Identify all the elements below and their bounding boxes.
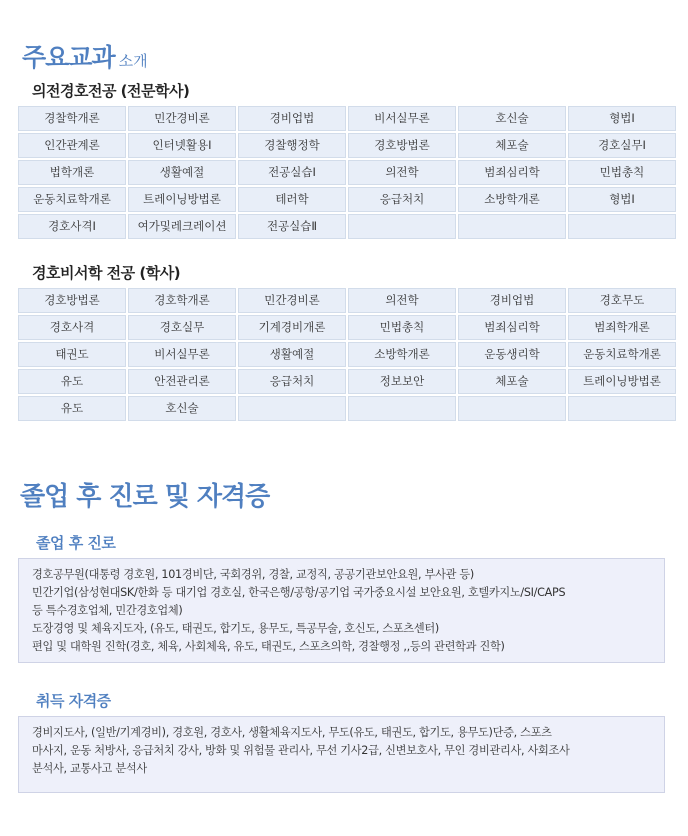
course-cell: 범죄심리학 bbox=[458, 160, 566, 185]
section2-course-table bbox=[18, 288, 676, 421]
career-path-title: 졸업 후 진로 bbox=[36, 534, 116, 552]
course-cell: 범죄학개론 bbox=[568, 315, 676, 340]
page-title-main: 주요교과 bbox=[22, 43, 115, 72]
course-cell: 전공실습Ⅱ bbox=[238, 214, 346, 239]
course-cell: 경호사격Ⅰ bbox=[18, 214, 126, 239]
course-cell: 여가및레크레이션 bbox=[128, 214, 236, 239]
course-cell: 비서실무론 bbox=[128, 342, 236, 367]
course-cell: 민법총칙 bbox=[348, 315, 456, 340]
course-cell: 경호무도 bbox=[568, 288, 676, 313]
course-cell: 호신술 bbox=[128, 396, 236, 421]
course-cell: 유도 bbox=[18, 369, 126, 394]
course-cell: 생활예절 bbox=[238, 342, 346, 367]
course-cell: 형법Ⅰ bbox=[568, 106, 676, 131]
course-cell: 안전관리론 bbox=[128, 369, 236, 394]
certificate-box bbox=[18, 716, 665, 793]
course-cell: 경비업법 bbox=[458, 288, 566, 313]
course-cell-empty bbox=[348, 214, 456, 239]
text-line: 등 특수경호업체, 민간경호업체) bbox=[32, 604, 183, 617]
page-title-sub: 소개 bbox=[118, 52, 148, 70]
certificate-title: 취득 자격증 bbox=[36, 692, 111, 710]
course-cell: 민법총칙 bbox=[568, 160, 676, 185]
course-cell-empty bbox=[458, 396, 566, 421]
course-cell: 의전학 bbox=[348, 160, 456, 185]
course-cell: 경찰행정학 bbox=[238, 133, 346, 158]
course-cell: 경호실무 bbox=[128, 315, 236, 340]
course-cell: 경호실무Ⅰ bbox=[568, 133, 676, 158]
text-line: 편입 및 대학원 진학(경호, 체육, 사회체육, 유도, 태권도, 스포츠의학, 경찰행정 ,,등의 관련학과 진학) bbox=[32, 640, 505, 653]
course-cell: 형법Ⅰ bbox=[568, 187, 676, 212]
course-cell-empty bbox=[348, 396, 456, 421]
career-path-box bbox=[18, 558, 665, 663]
course-cell: 호신술 bbox=[458, 106, 566, 131]
course-cell: 운동생리학 bbox=[458, 342, 566, 367]
course-cell: 인간관계론 bbox=[18, 133, 126, 158]
section1-course-table bbox=[18, 106, 676, 239]
section1-title: 의전경호전공 (전문학사) bbox=[32, 82, 190, 100]
course-cell: 민간경비론 bbox=[238, 288, 346, 313]
course-cell-empty bbox=[238, 396, 346, 421]
page-title bbox=[22, 38, 148, 74]
text-line: 마사지, 운동 처방사, 응급처치 강사, 방화 및 위험물 관리사, 무선 기사2급, 신변보호사, 무인 경비관리사, 사회조사 bbox=[32, 744, 570, 757]
course-cell: 정보보안 bbox=[348, 369, 456, 394]
course-cell: 경호방법론 bbox=[348, 133, 456, 158]
course-cell: 법학개론 bbox=[18, 160, 126, 185]
text-line: 도장경영 및 체육지도자, (유도, 태권도, 합기도, 용무도, 특공무술, 호신도, 스포츠센터) bbox=[32, 622, 439, 635]
course-cell: 체포술 bbox=[458, 369, 566, 394]
course-cell: 경호사격 bbox=[18, 315, 126, 340]
course-cell: 민간경비론 bbox=[128, 106, 236, 131]
course-cell: 경호방법론 bbox=[18, 288, 126, 313]
section2-title: 경호비서학 전공 (학사) bbox=[32, 264, 181, 282]
course-cell: 테러학 bbox=[238, 187, 346, 212]
course-cell: 비서실무론 bbox=[348, 106, 456, 131]
course-cell: 경찰학개론 bbox=[18, 106, 126, 131]
career-title: 졸업 후 진로 및 자격증 bbox=[20, 482, 270, 512]
course-cell: 의전학 bbox=[348, 288, 456, 313]
course-cell: 태권도 bbox=[18, 342, 126, 367]
course-cell: 응급처치 bbox=[348, 187, 456, 212]
course-cell: 경비업법 bbox=[238, 106, 346, 131]
course-cell: 범죄심리학 bbox=[458, 315, 566, 340]
course-cell: 운동치료학개론 bbox=[568, 342, 676, 367]
course-cell: 전공실습Ⅰ bbox=[238, 160, 346, 185]
course-cell: 경호학개론 bbox=[128, 288, 236, 313]
course-cell-empty bbox=[458, 214, 566, 239]
course-cell: 트레이닝방법론 bbox=[128, 187, 236, 212]
text-line: 경호공무원(대통령 경호원, 101경비단, 국회경위, 경찰, 교정직, 공공기관보안요원, 부사관 등) bbox=[32, 568, 474, 581]
course-cell: 운동치료학개론 bbox=[18, 187, 126, 212]
text-line: 민간기업(삼성현대SK/한화 등 대기업 경호실, 한국은행/공항/공기업 국가중요시설 보안요원, 호텔카지노/SI/CAPS bbox=[32, 586, 566, 599]
course-cell: 체포술 bbox=[458, 133, 566, 158]
course-cell: 소방학개론 bbox=[348, 342, 456, 367]
course-cell: 소방학개론 bbox=[458, 187, 566, 212]
course-cell: 유도 bbox=[18, 396, 126, 421]
course-cell-empty bbox=[568, 396, 676, 421]
text-line: 분석사, 교통사고 분석사 bbox=[32, 762, 147, 775]
course-cell: 인터넷활용Ⅰ bbox=[128, 133, 236, 158]
course-cell: 응급처치 bbox=[238, 369, 346, 394]
course-cell: 트레이닝방법론 bbox=[568, 369, 676, 394]
text-line: 경비지도사, (일반/기계경비), 경호원, 경호사, 생활체육지도사, 무도(유도, 태권도, 합기도, 용무도)단증, 스포츠 bbox=[32, 726, 552, 739]
course-cell: 기계경비개론 bbox=[238, 315, 346, 340]
course-cell-empty bbox=[568, 214, 676, 239]
course-cell: 생활예절 bbox=[128, 160, 236, 185]
